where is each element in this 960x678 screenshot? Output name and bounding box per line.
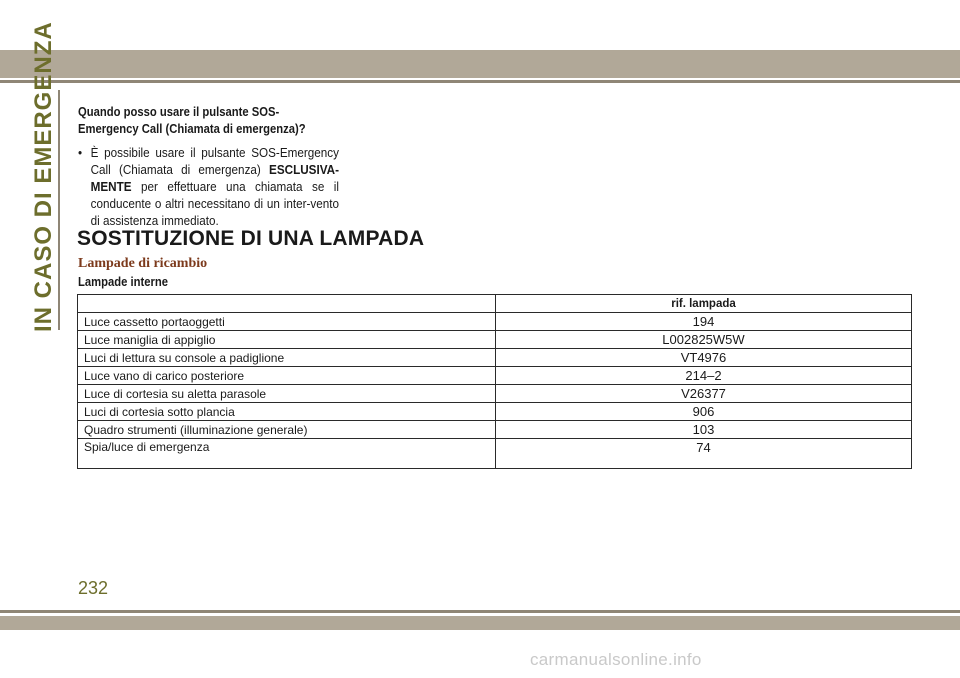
lamps-table [77,294,912,469]
table-caption: Lampade interne [78,275,169,289]
header-rule [0,80,960,83]
faq-answer-bullet [78,144,339,229]
lamp-ref: L002825W5W [496,331,912,349]
lamp-name: Spia/luce di emergenza [78,439,496,469]
header-name-cell [78,295,496,313]
table-row [78,403,912,421]
lamp-ref: 103 [496,421,912,439]
lamp-ref: 74 [496,439,912,469]
table-row [78,385,912,403]
section-subtitle: Lampade di ricambio [78,256,208,271]
section-title: SOSTITUZIONE DI UNA LAMPADA [77,227,425,250]
answer-part-2: per effettuare una chiamata se il conducente o altri necessitano di un inter-vento di assistenza immediato. [90,179,339,228]
lamp-name: Luce cassetto portaoggetti [78,313,496,331]
footer-band [0,616,960,630]
faq-answer-text [91,144,339,229]
answer-bold: ESCLUSIVA-MENTE [90,162,339,194]
lamp-name: Luci di lettura su console a padiglione [78,349,496,367]
faq-question: Quando posso usare il pulsante SOS-Emergency Call (Chiamata di emergenza)? [78,105,306,136]
header-band [0,50,960,78]
table-row [78,331,912,349]
lamp-ref: V26377 [496,385,912,403]
chapter-label: IN CASO DI EMERGENZA [30,21,57,332]
table-header-row [78,295,912,313]
bullet-dot: • [78,145,83,160]
header-ref-cell: rif. lampada [496,295,912,313]
lamp-name: Luce di cortesia su aletta parasole [78,385,496,403]
lamp-ref: 194 [496,313,912,331]
lamp-ref: 906 [496,403,912,421]
table-row [78,439,912,469]
lamp-ref: VT4976 [496,349,912,367]
footer-rule [0,610,960,613]
page-number: 232 [78,578,109,598]
lamp-name: Luce maniglia di appiglio [78,331,496,349]
lamp-ref: 214–2 [496,367,912,385]
table-row [78,313,912,331]
table-row [78,421,912,439]
table-row [78,367,912,385]
lamp-name: Quadro strumenti (illuminazione generale) [78,421,496,439]
site-watermark: carmanualsonline.info [530,650,702,669]
lamp-name: Luce vano di carico posteriore [78,367,496,385]
answer-part-1: È possibile usare il pulsante SOS-Emergency Call (Chiamata di emergenza) [90,145,339,177]
table-row [78,349,912,367]
chapter-rule [58,90,60,330]
lamp-name: Luci di cortesia sotto plancia [78,403,496,421]
